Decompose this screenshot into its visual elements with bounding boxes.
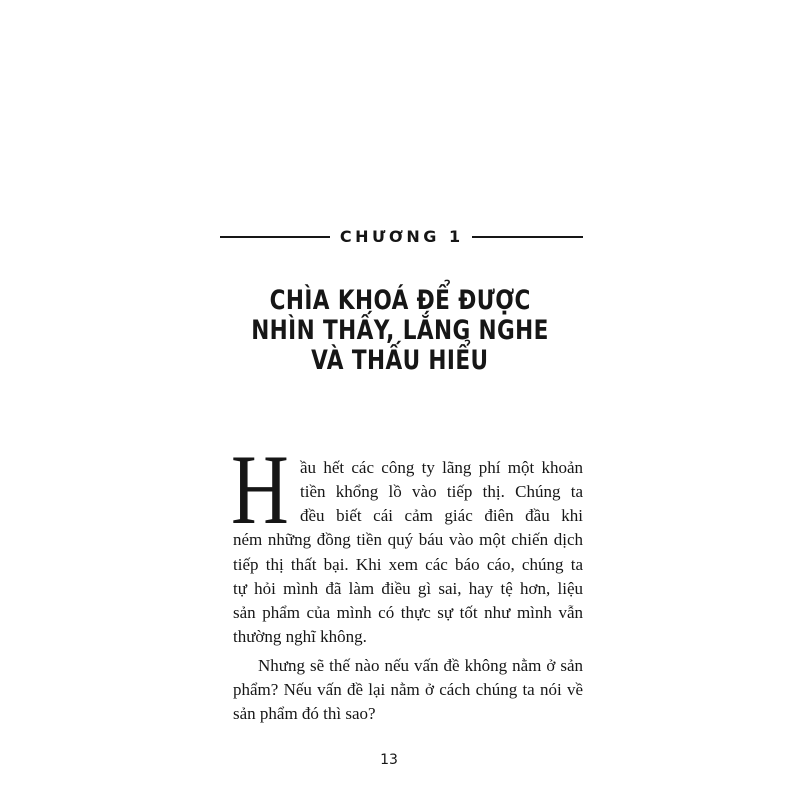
chapter-title-text: NHÌN THẤY, LẮNG NGHE <box>251 315 549 346</box>
chapter-title-text: VÀ THẤU HIỂU <box>311 345 489 376</box>
chapter-title-line <box>0 346 800 376</box>
chapter-rule-right <box>472 236 583 238</box>
chapter-title-line <box>0 316 800 346</box>
body-line: tự hỏi mình đã làm điều gì sai, hay tệ hơn, liệu <box>233 579 583 598</box>
body-line: phẩm? Nếu vấn đề lại nằm ở cách chúng ta nói về <box>233 680 583 699</box>
body-line: tiếp thị thất bại. Khi xem các báo cáo, chúng ta <box>233 555 583 574</box>
chapter-title-text: CHÌA KHOÁ ĐỂ ĐƯỢC <box>269 285 531 316</box>
chapter-label: CHƯƠNG 1 <box>339 227 464 246</box>
chapter-title-line <box>0 286 800 316</box>
drop-cap: H <box>231 434 289 545</box>
body-line: ầu hết các công ty lãng phí một khoản <box>300 458 583 477</box>
body-line: thường nghĩ không. <box>233 627 367 646</box>
body-line: sản phẩm của mình có thực sự tốt như mình vẫn <box>233 603 583 622</box>
body-line: Nhưng sẽ thế nào nếu vấn đề không nằm ở sản <box>258 656 583 675</box>
page-number: 13 <box>380 752 398 768</box>
body-line: sản phẩm đó thì sao? <box>233 704 376 723</box>
body-line: đều biết cái cảm giác điên đầu khi <box>300 506 583 525</box>
body-line: tiền khổng lồ vào tiếp thị. Chúng ta <box>300 482 583 501</box>
body-line: ném những đồng tiền quý báu vào một chiến dịch <box>233 530 583 549</box>
